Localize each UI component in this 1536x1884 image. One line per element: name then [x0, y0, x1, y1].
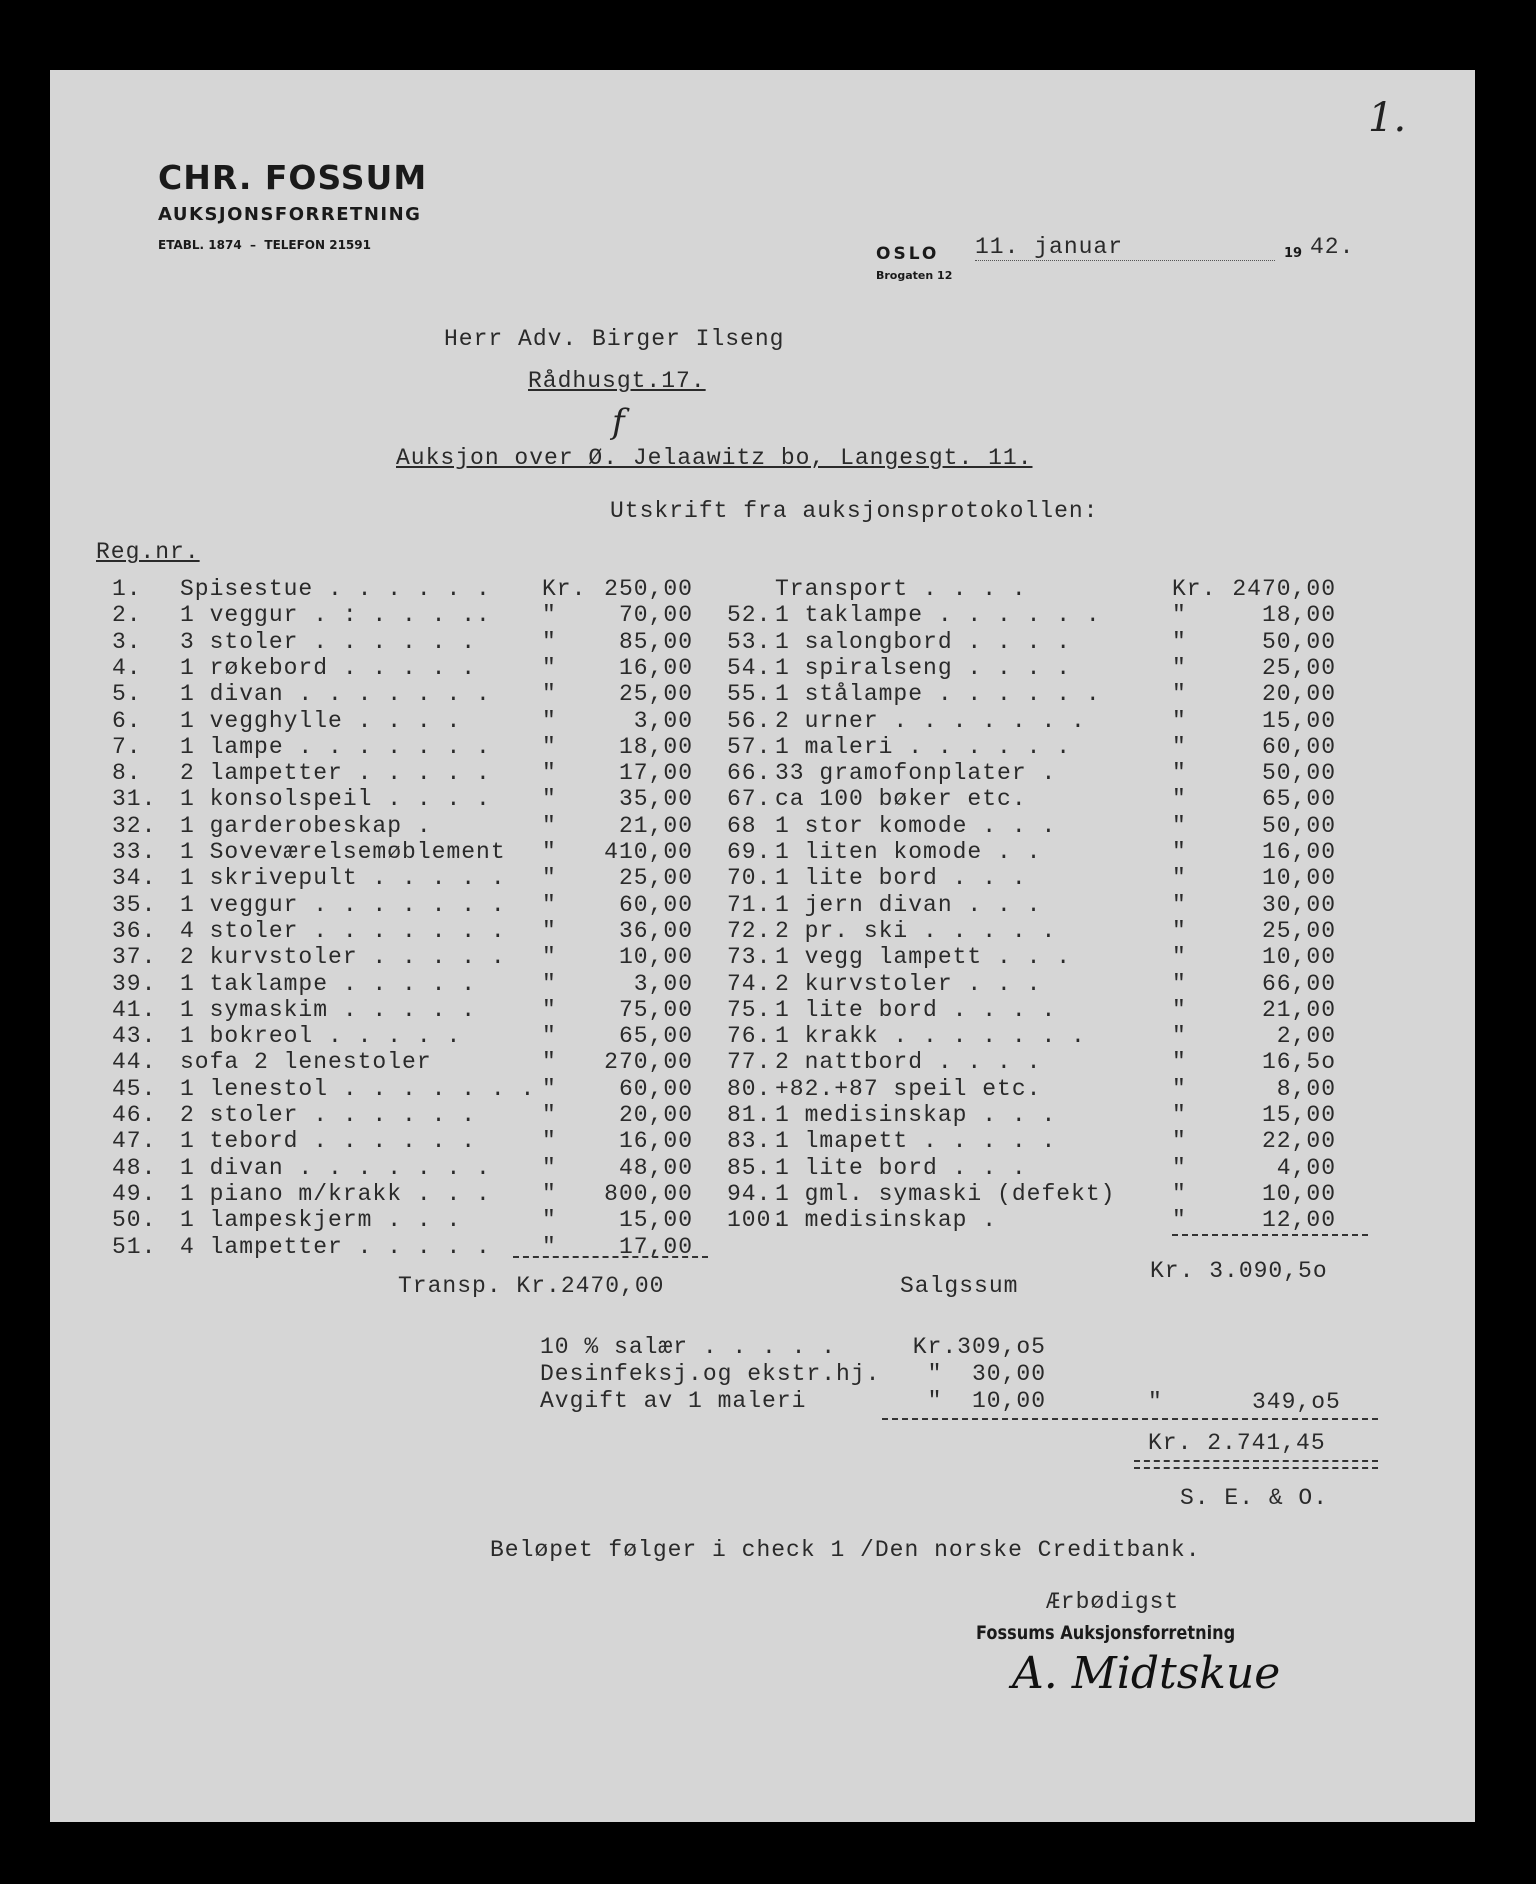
item-currency: " — [542, 786, 557, 813]
item-description: 2 kurvstoler . . . . . — [180, 944, 506, 971]
item-description: +82.+87 speil etc. — [775, 1075, 1042, 1102]
item-number: 6. — [112, 707, 142, 734]
item-amount: 410,00 — [604, 839, 693, 865]
item-row — [0, 708, 1536, 734]
item-number: 2. — [112, 602, 142, 629]
item-description: Spisestue . . . . . . — [180, 576, 491, 602]
item-currency: " — [1172, 1128, 1187, 1155]
item-row — [0, 839, 1536, 865]
date-day-month: 11. januar — [975, 234, 1275, 261]
item-number: 77. — [727, 1049, 772, 1076]
item-number: 35. — [112, 891, 157, 918]
item-number: 46. — [112, 1102, 157, 1128]
item-description: 2 nattbord . . . . — [775, 1049, 1042, 1076]
item-row — [0, 576, 1536, 602]
item-description: 1 piano m/krakk . . . — [180, 1180, 491, 1207]
item-row — [0, 813, 1536, 839]
item-number: 49. — [112, 1180, 157, 1207]
item-amount: 21,00 — [1261, 996, 1336, 1023]
item-description: 1 vegghylle . . . . — [180, 707, 462, 734]
item-currency: " — [542, 1180, 557, 1207]
item-number: 1. — [112, 576, 142, 602]
item-amount: 2470,00 — [1232, 576, 1336, 602]
item-currency: " — [1172, 1049, 1187, 1076]
item-currency: " — [1172, 628, 1187, 655]
item-row — [0, 602, 1536, 628]
item-number: 66. — [727, 760, 772, 787]
item-amount: 25,00 — [1261, 654, 1336, 681]
item-currency: " — [542, 917, 557, 944]
item-amount: 65,00 — [1261, 786, 1336, 813]
item-description: 33 gramofonplater . — [775, 760, 1057, 787]
deduction-row — [0, 1361, 1536, 1387]
deduction-label: 10 % salær . . . . . — [540, 1334, 837, 1360]
payment-note: Beløpet følger i check 1 /Den norske Creditbank. — [490, 1537, 1201, 1563]
item-number: 71. — [727, 891, 772, 918]
item-number: 80. — [727, 1075, 772, 1102]
item-amount: 65,00 — [618, 1023, 693, 1050]
item-amount: 12,00 — [1261, 1207, 1336, 1234]
item-description: 1 røkebord . . . . . — [180, 654, 477, 681]
item-amount: 16,00 — [618, 654, 693, 681]
item-currency: " — [1172, 1154, 1187, 1181]
item-number: 37. — [112, 944, 157, 971]
item-description: Transport . . . . — [775, 576, 1027, 602]
item-currency: " — [1172, 760, 1187, 787]
item-amount: 60,00 — [618, 1075, 693, 1102]
item-amount: 4,00 — [1276, 1154, 1336, 1181]
item-description: 1 gml. symaski (defekt) — [775, 1180, 1116, 1207]
deduction-label: Avgift av 1 maleri — [540, 1388, 807, 1414]
item-currency: " — [542, 891, 557, 918]
item-description: 1 veggur . . . . . . . — [180, 891, 506, 918]
errors-excepted: S. E. & O. — [1180, 1485, 1329, 1511]
deduction-amount: Kr.309,o5 — [912, 1334, 1046, 1360]
item-description: 1 jern divan . . . — [775, 891, 1042, 918]
item-number: 47. — [112, 1128, 157, 1155]
item-number: 70. — [727, 865, 772, 892]
item-description: 1 medisinskap . — [775, 1207, 998, 1234]
deduction-label: Desinfeksj.og ekstr.hj. — [540, 1361, 881, 1387]
recipient-address: Rådhusgt.17. — [528, 368, 706, 394]
item-number: 68 — [727, 812, 757, 839]
item-currency: " — [542, 839, 557, 865]
item-description: sofa 2 lenestoler — [180, 1049, 432, 1076]
item-currency: " — [1172, 970, 1187, 997]
item-number: 75. — [727, 996, 772, 1023]
subheading: Utskrift fra auksjonsprotokollen: — [610, 498, 1099, 524]
net-total-rule-1 — [1134, 1460, 1378, 1462]
item-row — [0, 944, 1536, 970]
deductions-total: 349,o5 — [1252, 1389, 1341, 1415]
item-description: 1 konsolspeil . . . . — [180, 786, 491, 813]
item-amount: 50,00 — [1261, 812, 1336, 839]
item-number: 53. — [727, 628, 772, 655]
item-amount: 2,00 — [1276, 1023, 1336, 1050]
item-amount: 8,00 — [1276, 1075, 1336, 1102]
item-currency: " — [542, 1075, 557, 1102]
item-amount: 18,00 — [618, 733, 693, 760]
item-description: 1 taklampe . . . . . — [180, 970, 477, 997]
item-amount: 20,00 — [618, 1102, 693, 1128]
deductions-total-quote: " — [1148, 1389, 1163, 1415]
item-currency: " — [1172, 865, 1187, 892]
item-currency: " — [1172, 1180, 1187, 1207]
item-description: 2 kurvstoler . . . — [775, 970, 1042, 997]
deduction-amount: " 30,00 — [927, 1361, 1046, 1387]
item-number: 100. — [727, 1207, 787, 1234]
item-number: 33. — [112, 839, 157, 865]
item-amount: 21,00 — [618, 812, 693, 839]
recipient-name: Herr Adv. Birger Ilseng — [444, 326, 785, 352]
reg-number-header: Reg.nr. — [96, 539, 200, 565]
item-row — [0, 892, 1536, 918]
item-row — [0, 971, 1536, 997]
item-amount: 35,00 — [618, 786, 693, 813]
item-description: 1 tebord . . . . . . — [180, 1128, 477, 1155]
item-number: 44. — [112, 1049, 157, 1076]
item-currency: " — [542, 944, 557, 971]
handwritten-annotation: f — [612, 402, 625, 442]
net-total: Kr. 2.741,45 — [1148, 1430, 1326, 1456]
item-number: 43. — [112, 1023, 157, 1050]
item-number: 57. — [727, 733, 772, 760]
item-amount: 10,00 — [618, 944, 693, 971]
item-description: ca 100 bøker etc. — [775, 786, 1027, 813]
net-total-rule-2 — [1134, 1467, 1378, 1469]
item-currency: " — [1172, 602, 1187, 629]
date-city: OSLO — [876, 244, 940, 264]
item-row — [0, 786, 1536, 812]
item-description: 2 lampetter . . . . . — [180, 760, 491, 787]
deduction-row — [0, 1334, 1536, 1360]
item-description: 1 divan . . . . . . . — [180, 681, 491, 708]
item-currency: " — [542, 654, 557, 681]
item-amount: 3,00 — [633, 970, 693, 997]
item-currency: " — [1172, 786, 1187, 813]
item-amount: 16,00 — [618, 1128, 693, 1155]
item-number: 67. — [727, 786, 772, 813]
item-description: 1 lite bord . . . . — [775, 996, 1057, 1023]
item-number: 81. — [727, 1102, 772, 1128]
company-established: ETABL. 1874 – TELEFON 21591 — [158, 238, 371, 252]
item-number: 72. — [727, 917, 772, 944]
item-currency: " — [1172, 996, 1187, 1023]
item-number: 41. — [112, 996, 157, 1023]
company-stamp: Fossums Auksjonsforretning — [976, 1622, 1236, 1644]
item-amount: 17,00 — [618, 1233, 693, 1260]
item-currency: " — [1172, 1102, 1187, 1128]
item-description: 1 medisinskap . . . — [775, 1102, 1057, 1128]
item-currency: " — [1172, 917, 1187, 944]
item-row — [0, 760, 1536, 786]
item-currency: " — [1172, 681, 1187, 708]
item-description: 1 spiralseng . . . . — [775, 654, 1072, 681]
item-description: 1 taklampe . . . . . . — [775, 602, 1101, 629]
item-description: 1 lampeskjerm . . . — [180, 1207, 462, 1234]
item-row — [0, 1234, 1536, 1260]
item-amount: 10,00 — [1261, 1180, 1336, 1207]
item-number: 83. — [727, 1128, 772, 1155]
company-subtitle: AUKSJONSFORRETNING — [158, 204, 422, 225]
item-number: 73. — [727, 944, 772, 971]
subject-line: Auksjon over Ø. Jelaawitz bo, Langesgt. 11. — [396, 445, 1033, 471]
item-amount: 17,00 — [618, 760, 693, 787]
item-number: 4. — [112, 654, 142, 681]
item-currency: Kr. — [1172, 576, 1217, 602]
item-amount: 800,00 — [604, 1180, 693, 1207]
item-description: 4 lampetter . . . . . — [180, 1233, 491, 1260]
item-row — [0, 734, 1536, 760]
item-currency: " — [1172, 944, 1187, 971]
item-row — [0, 918, 1536, 944]
item-description: 2 urner . . . . . . . — [775, 707, 1086, 734]
left-total-rule — [513, 1256, 708, 1258]
item-description: 1 symaskim . . . . . — [180, 996, 477, 1023]
item-description: 1 garderobeskap . — [180, 812, 432, 839]
item-amount: 15,00 — [618, 1207, 693, 1234]
item-amount: 66,00 — [1261, 970, 1336, 997]
item-description: 1 stor komode . . . — [775, 812, 1057, 839]
item-row — [0, 1102, 1536, 1128]
item-row — [0, 1155, 1536, 1181]
item-number: 7. — [112, 733, 142, 760]
item-description: 1 veggur . : . . . .. — [180, 602, 491, 629]
item-number: 3. — [112, 628, 142, 655]
item-number: 94. — [727, 1180, 772, 1207]
item-description: 1 lite bord . . . — [775, 865, 1027, 892]
item-currency: " — [1172, 733, 1187, 760]
item-row — [0, 1207, 1536, 1233]
item-row — [0, 629, 1536, 655]
item-amount: 60,00 — [618, 891, 693, 918]
item-number: 5. — [112, 681, 142, 708]
item-number: 36. — [112, 917, 157, 944]
item-description: 1 maleri . . . . . . — [775, 733, 1072, 760]
item-amount: 25,00 — [618, 865, 693, 892]
item-description: 1 lenestol . . . . . . . — [180, 1075, 536, 1102]
item-amount: 10,00 — [1261, 865, 1336, 892]
item-description: 1 vegg lampett . . . — [775, 944, 1072, 971]
item-currency: " — [542, 1154, 557, 1181]
closing: Ærbødigst — [1046, 1589, 1180, 1615]
item-description: 2 stoler . . . . . . — [180, 1102, 477, 1128]
item-description: 1 bokreol . . . . . — [180, 1023, 462, 1050]
item-currency: " — [542, 1049, 557, 1076]
item-currency: " — [1172, 1207, 1187, 1234]
item-amount: 15,00 — [1261, 1102, 1336, 1128]
item-amount: 18,00 — [1261, 602, 1336, 629]
item-amount: 250,00 — [604, 576, 693, 602]
item-number: 39. — [112, 970, 157, 997]
item-number: 56. — [727, 707, 772, 734]
item-number: 50. — [112, 1207, 157, 1234]
item-amount: 16,00 — [1261, 839, 1336, 865]
item-currency: " — [1172, 839, 1187, 865]
item-row — [0, 681, 1536, 707]
item-number: 8. — [112, 760, 142, 787]
item-description: 1 krakk . . . . . . . — [775, 1023, 1086, 1050]
sales-label: Salgssum — [900, 1273, 1019, 1299]
item-description: 1 lampe . . . . . . . — [180, 733, 491, 760]
item-number: 34. — [112, 865, 157, 892]
item-row — [0, 1128, 1536, 1154]
item-amount: 20,00 — [1261, 681, 1336, 708]
item-amount: 70,00 — [618, 602, 693, 629]
deduction-amount: " 10,00 — [927, 1388, 1046, 1414]
date-year-suffix: 42. — [1310, 234, 1355, 260]
page-number: 1. — [1368, 95, 1407, 141]
item-description: 1 lite bord . . . — [775, 1154, 1027, 1181]
item-currency: " — [1172, 891, 1187, 918]
item-number: 31. — [112, 786, 157, 813]
item-currency: " — [1172, 1075, 1187, 1102]
item-currency: Kr. — [542, 576, 587, 602]
item-amount: 15,00 — [1261, 707, 1336, 734]
date-street: Brogaten 12 — [876, 269, 953, 282]
item-row — [0, 1076, 1536, 1102]
item-row — [0, 1023, 1536, 1049]
item-number: 32. — [112, 812, 157, 839]
item-description: 3 stoler . . . . . . — [180, 628, 477, 655]
left-transport-total: Transp. Kr.2470,00 — [398, 1273, 665, 1299]
item-currency: " — [542, 681, 557, 708]
item-currency: " — [542, 1023, 557, 1050]
item-description: 1 divan . . . . . . . — [180, 1154, 491, 1181]
item-currency: " — [542, 1233, 557, 1260]
item-number: 76. — [727, 1023, 772, 1050]
item-amount: 270,00 — [604, 1049, 693, 1076]
item-description: 1 stålampe . . . . . . — [775, 681, 1101, 708]
item-currency: " — [542, 970, 557, 997]
item-amount: 50,00 — [1261, 628, 1336, 655]
item-description: 1 salongbord . . . . — [775, 628, 1072, 655]
sales-total: Kr. 3.090,5o — [1150, 1258, 1328, 1284]
item-currency: " — [1172, 812, 1187, 839]
item-amount: 50,00 — [1261, 760, 1336, 787]
item-amount: 3,00 — [633, 707, 693, 734]
item-number: 55. — [727, 681, 772, 708]
item-number: 85. — [727, 1154, 772, 1181]
item-currency: " — [542, 1128, 557, 1155]
item-amount: 10,00 — [1261, 944, 1336, 971]
date-year-prefix: 19 — [1284, 246, 1303, 261]
item-currency: " — [542, 812, 557, 839]
item-number: 54. — [727, 654, 772, 681]
item-amount: 48,00 — [618, 1154, 693, 1181]
right-total-rule — [1172, 1234, 1368, 1236]
item-amount: 36,00 — [618, 917, 693, 944]
company-name: CHR. FOSSUM — [158, 158, 428, 197]
item-currency: " — [542, 865, 557, 892]
item-number: 48. — [112, 1154, 157, 1181]
item-number: 69. — [727, 839, 772, 865]
item-number: 52. — [727, 602, 772, 629]
item-amount: 30,00 — [1261, 891, 1336, 918]
item-currency: " — [542, 1207, 557, 1234]
item-row — [0, 1181, 1536, 1207]
item-number: 51. — [112, 1233, 157, 1260]
item-currency: " — [1172, 707, 1187, 734]
item-currency: " — [542, 628, 557, 655]
item-amount: 16,5o — [1261, 1049, 1336, 1076]
item-currency: " — [542, 760, 557, 787]
signature: A. Midtskue — [1012, 1648, 1281, 1699]
item-amount: 75,00 — [618, 996, 693, 1023]
item-description: 2 pr. ski . . . . . — [775, 917, 1057, 944]
item-amount: 25,00 — [618, 681, 693, 708]
item-amount: 85,00 — [618, 628, 693, 655]
deductions-rule — [882, 1418, 1378, 1420]
item-amount: 22,00 — [1261, 1128, 1336, 1155]
item-number: 74. — [727, 970, 772, 997]
item-currency: " — [542, 602, 557, 629]
item-amount: 60,00 — [1261, 733, 1336, 760]
item-row — [0, 997, 1536, 1023]
item-number: 45. — [112, 1075, 157, 1102]
item-currency: " — [542, 996, 557, 1023]
item-row — [0, 655, 1536, 681]
item-description: 1 skrivepult . . . . . — [180, 865, 506, 892]
item-description: 4 stoler . . . . . . . — [180, 917, 506, 944]
item-currency: " — [1172, 1023, 1187, 1050]
item-description: 1 liten komode . . — [775, 839, 1042, 865]
item-description: 1 lmapett . . . . . — [775, 1128, 1057, 1155]
item-description: 1 Soveværelsemøblement — [180, 839, 506, 865]
item-currency: " — [542, 707, 557, 734]
item-amount: 25,00 — [1261, 917, 1336, 944]
item-currency: " — [542, 733, 557, 760]
item-row — [0, 865, 1536, 891]
item-currency: " — [1172, 654, 1187, 681]
item-row — [0, 1049, 1536, 1075]
item-currency: " — [542, 1102, 557, 1128]
